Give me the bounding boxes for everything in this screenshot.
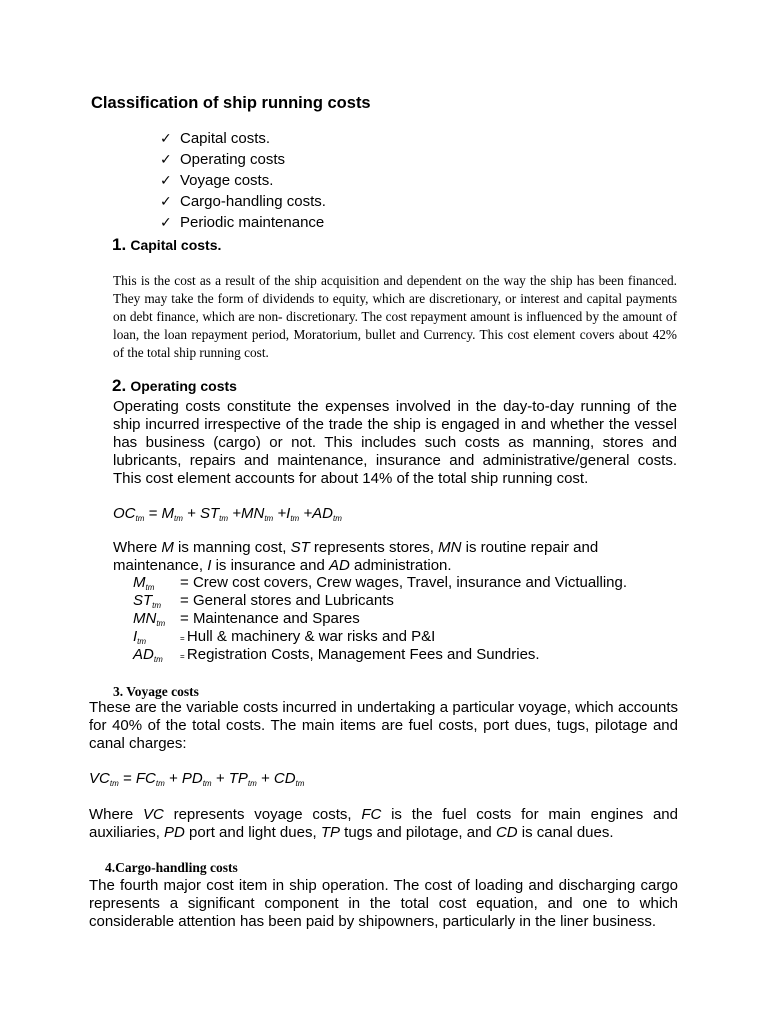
equals-sign: = — [180, 652, 187, 661]
formula-subscript: tm — [264, 514, 274, 523]
operating-cost-formula — [113, 505, 342, 528]
section-heading-capital-costs — [112, 236, 221, 255]
formula-term: CD — [273, 770, 296, 787]
formula-operator: + — [228, 505, 241, 522]
section-heading-text: Capital costs. — [130, 237, 222, 253]
checkmark-icon: ✓ — [160, 173, 172, 189]
term-symbol: AD — [133, 646, 154, 663]
formula-subscript: tm — [109, 779, 119, 788]
definition-text — [180, 628, 435, 648]
text-run: represents voyage costs, — [163, 806, 362, 823]
checkmark-icon: ✓ — [160, 152, 172, 168]
checklist-item — [160, 212, 326, 233]
formula-operator: + — [256, 770, 274, 787]
cost-checklist — [160, 128, 326, 233]
checkmark-icon: ✓ — [160, 131, 172, 147]
variable: TP — [320, 824, 340, 841]
equals-sign: = — [180, 574, 193, 591]
text-run: is the fuel costs for main engines and auxiliaries, — [89, 806, 678, 841]
equals-sign: = — [180, 592, 193, 609]
text-run: Where — [89, 806, 143, 823]
formula-term: ST — [200, 505, 220, 522]
variable: I — [207, 557, 212, 574]
section-heading-voyage-costs: 3. Voyage costs — [113, 684, 199, 699]
definition-description: Crew cost covers, Crew wages, Travel, insurance and Victualling. — [192, 574, 628, 591]
variable: VC — [142, 806, 164, 823]
text-run: tugs and pilotage, and — [339, 824, 496, 841]
section-number: 2. — [112, 376, 127, 395]
text-run: Where — [113, 539, 162, 556]
checklist-item — [160, 149, 326, 170]
checklist-item — [160, 170, 326, 191]
text-run: is insurance and — [211, 557, 329, 574]
voyage-costs-paragraph: These are the variable costs incurred in undertaking a particular voyage, which accounts for 40% of the total costs. The main items are fuel costs, port dues, tugs, pilotage and canal charges: — [89, 699, 678, 752]
checklist-item-label: Operating costs — [180, 151, 286, 168]
formula-subscript: tm — [202, 779, 212, 788]
definition-text — [180, 592, 394, 610]
checklist-item-label: Voyage costs. — [180, 172, 274, 189]
term-symbol: I — [133, 628, 138, 645]
definition-text — [180, 610, 360, 628]
formula-term: TP — [228, 770, 248, 787]
section-heading-cargo-handling-costs: 4.Cargo-handling costs — [105, 860, 238, 875]
formula-term: M — [161, 505, 174, 522]
checklist-item — [160, 191, 326, 212]
document-title: Classification of ship running costs — [91, 94, 371, 112]
formula-operator: + — [182, 505, 200, 522]
text-run: port and light dues, — [184, 824, 321, 841]
operating-costs-paragraph: Operating costs constitute the expenses involved in the day-to-day running of the ship incurred irrespective of the trade the ship is engaged in and whether the vessel has business (cargo) or not. This includes such costs as manning, stores and lubricants, repairs and maintenance, insurance and administrative/general costs. This cost element accounts for about 14% of the total ship running cost. — [113, 398, 677, 487]
formula-term: VC — [89, 770, 110, 787]
variable: FC — [361, 806, 382, 823]
cargo-handling-paragraph: The fourth major cost item in ship operation. The cost of loading and discharging cargo represents a significant component in the total cost equation, and one to which considerable attention has been paid by shipowners, particularly in the liner business. — [89, 877, 678, 930]
term-symbol: MN — [133, 610, 157, 627]
capital-costs-paragraph: This is the cost as a result of the ship acquisition and dependent on the way the ship has been financed. They may take the form of dividends to equity, which are discretionary, or interest and capital payments on debt finance, which are non- discretionary. The cost repayment amount is influenced by the amount of loan, the loan repayment period, Moratorium, bullet and Currency. This cost element covers about 42% of the total ship running cost. — [113, 273, 677, 360]
equals-sign: = — [180, 610, 193, 627]
term-subscript: tm — [153, 655, 163, 664]
formula-subscript: tm — [333, 514, 342, 523]
formula-operator: = — [118, 770, 136, 787]
text-run: is manning cost, — [173, 539, 291, 556]
checkmark-icon: ✓ — [160, 194, 172, 210]
operating-cost-where-paragraph — [113, 539, 677, 575]
formula-operator: + — [211, 770, 229, 787]
variable: PD — [164, 824, 185, 841]
term-subscript: tm — [137, 637, 147, 646]
formula-term: FC — [135, 770, 156, 787]
checkmark-icon: ✓ — [160, 215, 172, 231]
formula-subscript: tm — [174, 514, 183, 523]
equals-sign: = — [180, 634, 187, 643]
text-run: administration. — [349, 557, 452, 574]
definition-description: Registration Costs, Management Fees and Sundries. — [186, 646, 540, 663]
formula-subscript: tm — [247, 779, 257, 788]
text-run: is routine repair and maintenance, — [113, 539, 599, 574]
section-heading-operating-costs — [112, 377, 237, 396]
formula-subscript: tm — [290, 514, 300, 523]
variable: M — [161, 539, 174, 556]
definition-description: Hull & machinery & war risks and P&I — [186, 628, 436, 645]
formula-operator: + — [164, 770, 182, 787]
formula-operator: = — [144, 505, 162, 522]
checklist-item-label: Cargo-handling costs. — [180, 193, 326, 210]
variable: ST — [290, 539, 310, 556]
formula-term: I — [286, 505, 291, 522]
term-subscript: tm — [145, 583, 155, 592]
formula-term: OC — [113, 505, 136, 522]
definition-description: Maintenance and Spares — [192, 610, 360, 627]
text-run: represents stores, — [309, 539, 439, 556]
voyage-cost-formula — [89, 770, 304, 793]
formula-term: MN — [241, 505, 265, 522]
checklist-item — [160, 128, 326, 149]
formula-operator: + — [299, 505, 313, 522]
formula-term: AD — [312, 505, 333, 522]
checklist-item-label: Periodic maintenance — [180, 214, 325, 231]
formula-subscript: tm — [295, 779, 305, 788]
variable: MN — [438, 539, 462, 556]
checklist-item-label: Capital costs. — [180, 130, 271, 147]
definition-description: General stores and Lubricants — [192, 592, 394, 609]
definition-term — [133, 646, 163, 669]
term-subscript: tm — [156, 619, 166, 628]
definition-text — [180, 646, 540, 666]
term-symbol: M — [133, 574, 146, 591]
formula-subscript: tm — [219, 514, 229, 523]
voyage-cost-where-paragraph — [89, 806, 678, 842]
formula-operator: + — [273, 505, 287, 522]
definition-text — [180, 574, 627, 592]
text-run: is canal dues. — [517, 824, 614, 841]
term-subscript: tm — [152, 601, 162, 610]
formula-subscript: tm — [135, 514, 145, 523]
variable: AD — [328, 557, 350, 574]
term-symbol: ST — [133, 592, 153, 609]
section-heading-text: Operating costs — [130, 378, 237, 394]
section-number: 1. — [112, 235, 127, 254]
formula-subscript: tm — [155, 779, 165, 788]
variable: CD — [495, 824, 518, 841]
formula-term: PD — [181, 770, 203, 787]
